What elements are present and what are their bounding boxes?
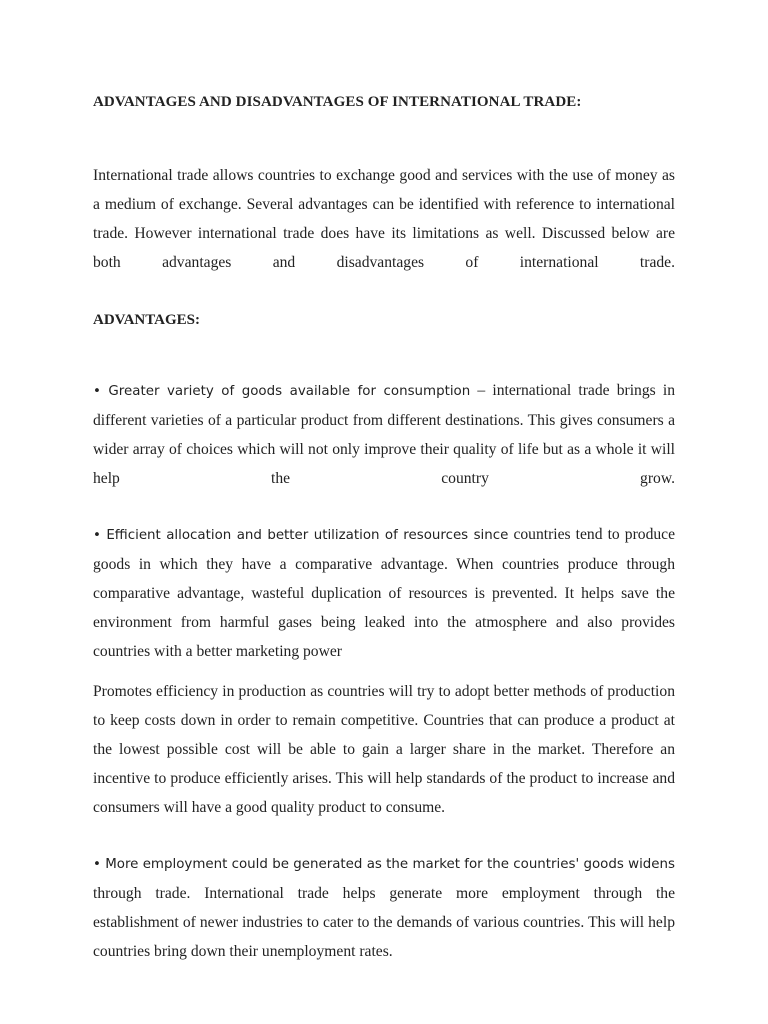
point-efficient-allocation [93,520,675,666]
advantages-heading: ADVANTAGES: [93,312,200,328]
point-promotes-efficiency [93,677,675,822]
point-body: through trade. International trade helps generate more employment through the establishment of newer industries to cater to the demands of various countries. This will help countries bring down their unemployment rates. [93,885,675,960]
point-lead: • More employment could be generated as the market for the countries' goods widens [93,857,675,872]
point-lead: • Greater variety of goods available for consumption [93,384,471,399]
point-body: Promotes efficiency in production as countries will try to adopt better methods of production to keep costs down in order to remain competitive. Countries that can produce a product at the lowest possible cost will be able to gain a larger share in the market. Therefore an incentive to produce efficiently arises. This will help standards of the product to increase and consumers will have a good quality product to consume. [93,683,675,816]
intro-paragraph: International trade allows countries to exchange good and services with the use of money as a medium of exchange. Several advantages can be identified with reference to international trade. However international trade does have its limitations as well. Discussed below are both advantages and disadvantages of international trade. [93,167,675,271]
point-body: countries tend to produce goods in which they have a comparative advantage. When countries produce through comparative advantage, wasteful duplication of resources is prevented. It helps save the environment from harmful gases being leaked into the atmosphere and also provides countries with a better marketing power [93,526,676,660]
point-variety-of-goods [93,376,675,493]
point-more-employment [93,849,675,966]
point-body: – international trade brings in different varieties of a particular product from different destinations. This gives consumers a wider array of choices which will not only improve their quality of life but as a whole it will help the country grow. [93,382,676,487]
document-title: ADVANTAGES AND DISADVANTAGES OF INTERNATIONAL TRADE: [93,94,582,110]
point-lead: • Efficient allocation and better utilization of resources since [93,528,509,543]
document-page [93,88,675,966]
